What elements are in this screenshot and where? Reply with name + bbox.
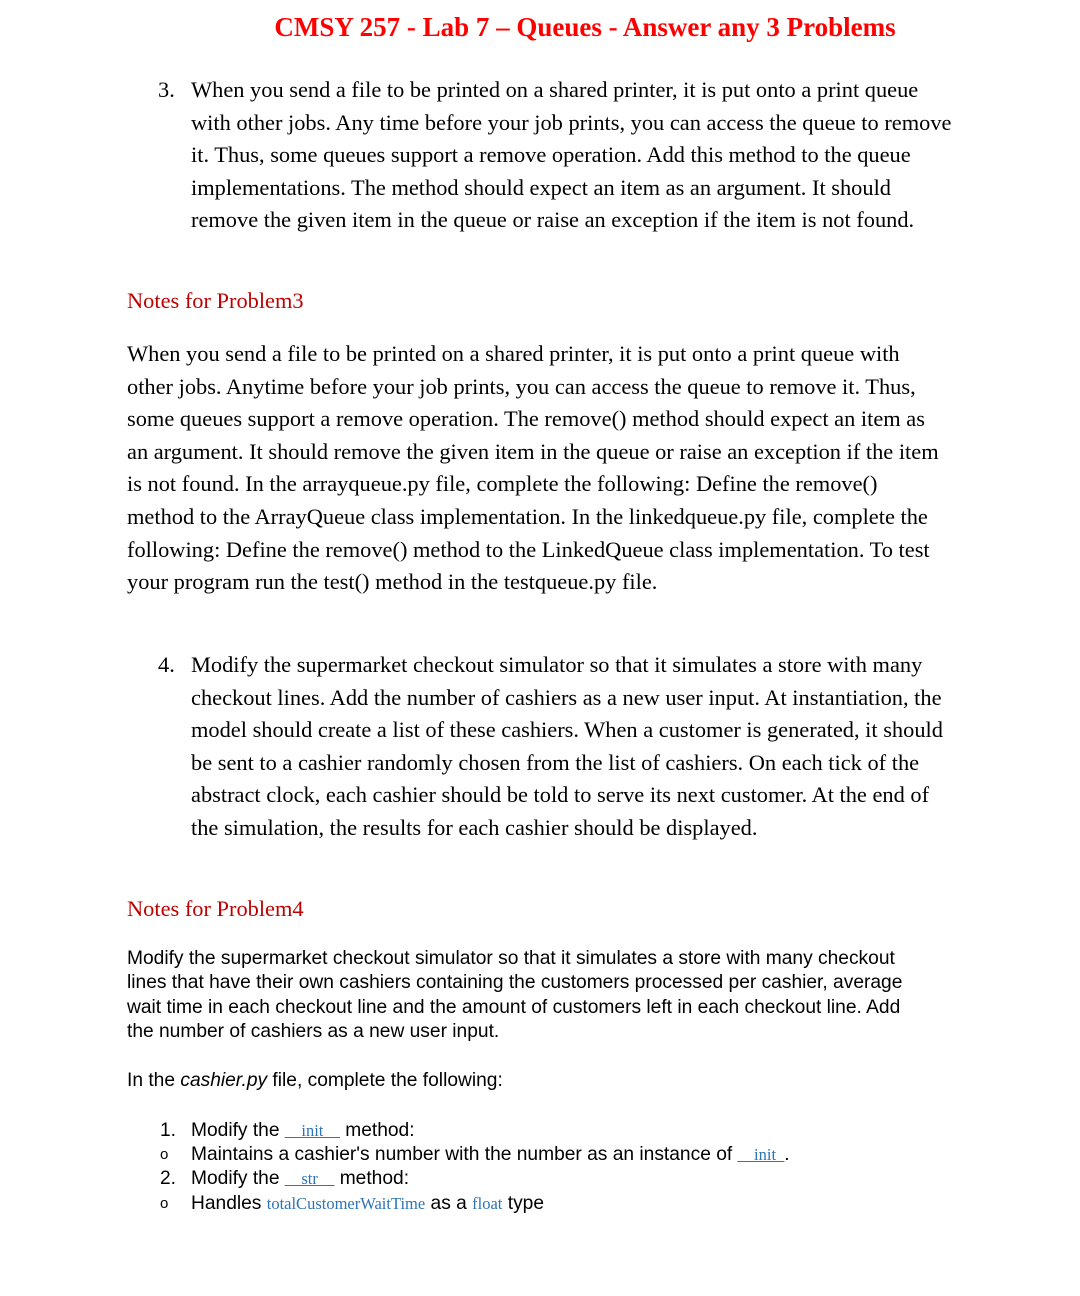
notes-paragraph: When you send a file to be printed on a shared printer, it is put onto a print queue with other jobs. Anytime before your job prints, you can access the queue to remove it. Thus, some queues support a remove operation. The remove() method should expect an item as an argument. It should remove the given item in the queue or raise an exception if the item is not found. In the arrayqueue.py file, complete the following: Define the remove() method to the ArrayQueue class implementation. In the linkedqueue.py file, complete the following: Define the remove() method to the LinkedQueue class implementation. To test your program run the test() method in the testqueue.py file. xyxy=(127,341,939,595)
file-name: cashier.py xyxy=(180,1070,268,1091)
bullet-circle-icon: o xyxy=(160,1146,169,1163)
code-str: __str__ xyxy=(284,1169,335,1188)
code-variable: totalCustomerWaitTime xyxy=(266,1194,426,1213)
file-intro: In the cashier.py file, complete the following: xyxy=(127,1070,503,1091)
list-marker: 2. xyxy=(160,1168,177,1189)
problem-text: When you send a file to be printed on a shared printer, it is put onto a print queue with other jobs. Any time before your job prints, you can access the queue to remove it. Thus, some queues support a remove operation. Add this method to the queue implementations. The method should expect an item as an argument. It should remove the given item in the queue or raise an exception if the item is not found. xyxy=(191,77,952,233)
problem-text: Modify the supermarket checkout simulator so that it simulates a store with many checkout lines. Add the number of cashiers as a new user input. At instantiation, the model should create a list of these cashiers. When a customer is generated, it should be sent to a cashier randomly chosen from the list of cashiers. On each tick of the abstract clock, each cashier should be told to serve its next customer. At the end of the simulation, the results for each cashier should be displayed. xyxy=(191,652,943,840)
notes-heading: Notes for Problem4 xyxy=(127,896,304,921)
code-init: __init_ xyxy=(737,1145,785,1164)
document-page: CMSY 257 - Lab 7 – Queues - Answer any 3 Problems 3. When you send a file to be printed on a shared printer, it is put onto a print queue with other jobs. Any time before your job prints, you can access the queue to remove it. Thus, some queues support a remove operation. Add this method to the queue implementations. The method should expect an item as an argument. It should remove the given item in the queue or raise an exception if the item is not found. Notes for Problem3 When you send a file to be printed on a shared printer, it is put onto a print queue with other jobs. Anytime before your job prints, you can access the queue to remove it. Thus, some queues support a remove operation. The remove() method should expect an item as an argument. It should remove the given item in the queue or raise an exception if the item is not found. In the arrayqueue.py file, complete the following: Define the remove() method to the ArrayQueue class implementation. In the linkedqueue.py file, complete the following: Define the remove() method to the LinkedQueue class implementation. To test your program run the test() method in the testqueue.py file. 4. Modify the supermarket checkout simulator so that it simulates a store with many checkout lines. Add the number of cashiers as a new user input. At instantiation, the model should create a list of these cashiers. When a customer is generated, it should be sent to a cashier randomly chosen from the list of cashiers. On each tick of the abstract clock, each cashier should be told to serve its next customer. At the end of the simulation, the results for each cashier should be displayed. Notes for Problem4 Modify the supermarket checkout simulator so that it simulates a store with many checkout lines that have their own cashiers containing the customers processed per cashier, average wait time in each checkout line and the amount of customers left in each checkout line. Add the number of cashiers as a new user input. In the cashier.py file, complete the following: 1. Modify the __init__ method: o Maintains a cashier's number with the number as an instance of __init_. 2. Modify the __str__ method: o Handles totalCustomerWaitTime as a float type xyxy=(0,0,1080,1296)
code-init: __init__ xyxy=(284,1121,340,1140)
list-marker: 1. xyxy=(160,1120,177,1141)
problem-number: 4. xyxy=(158,652,175,677)
bullet-circle-icon: o xyxy=(160,1195,169,1212)
code-type: float xyxy=(472,1194,503,1213)
problem-number: 3. xyxy=(158,77,175,102)
page-title: CMSY 257 - Lab 7 – Queues - Answer any 3 Problems xyxy=(274,12,896,42)
notes-heading: Notes for Problem3 xyxy=(127,288,304,313)
notes-paragraph: Modify the supermarket checkout simulator so that it simulates a store with many checkout lines that have their own cashiers containing the customers processed per cashier, average wait time in each checkout line and the amount of customers left in each checkout line. Add the number of cashiers as a new user input. xyxy=(127,948,903,1042)
